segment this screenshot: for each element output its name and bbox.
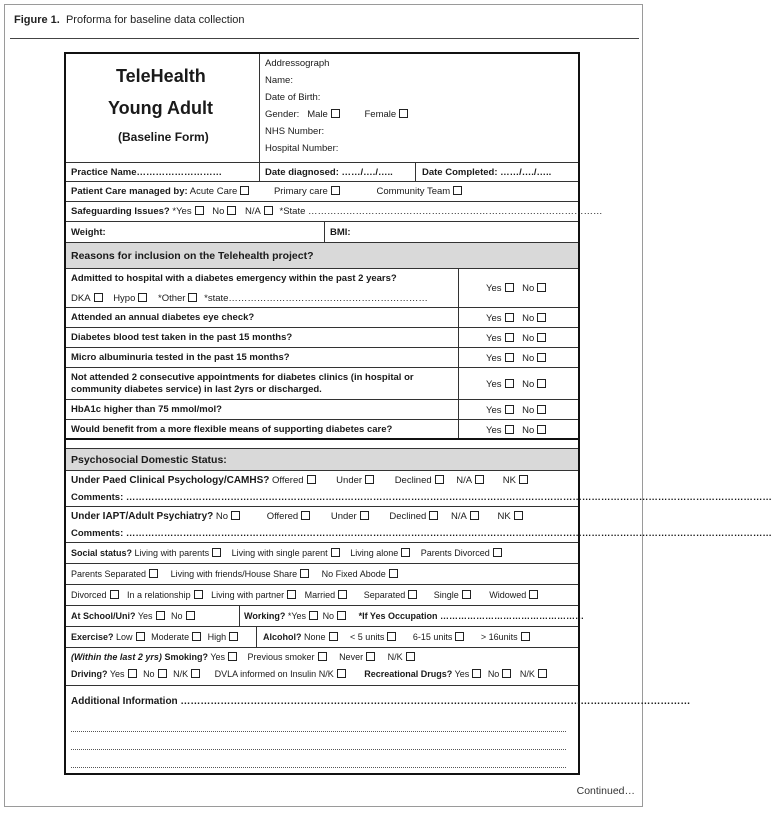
q6-no-checkbox[interactable] (537, 405, 546, 414)
smoking-period-label: (Within the last 2 yrs) (71, 652, 162, 662)
hypo-label: Hypo (113, 293, 136, 304)
exercise-alcohol-row (66, 627, 578, 648)
reason-q4-row (66, 348, 578, 368)
iapt-offered-label: Offered (266, 511, 299, 522)
drugs-nk-checkbox[interactable] (538, 669, 547, 678)
drugs-no-checkbox[interactable] (502, 669, 511, 678)
social-s13-checkbox[interactable] (462, 590, 471, 599)
alcohol-a3-label: > 16units (480, 632, 518, 642)
additional-line-3 (71, 766, 566, 768)
social-s2-label: Living with single parent (231, 548, 328, 558)
driving-label: Driving? (71, 669, 108, 679)
social-s1-checkbox[interactable] (212, 548, 221, 557)
community-team-checkbox[interactable] (453, 186, 462, 195)
smoking-never-checkbox[interactable] (366, 652, 375, 661)
q7-no-label: No (522, 425, 535, 436)
iapt-under-label: Under (330, 511, 357, 522)
dvla-nk-checkbox[interactable] (337, 669, 346, 678)
q5-no-label: No (522, 379, 535, 390)
working-yes-label: *Yes (287, 611, 307, 621)
iapt-offered-checkbox[interactable] (301, 511, 310, 520)
social-s9-checkbox[interactable] (194, 590, 203, 599)
social-s11-checkbox[interactable] (338, 590, 347, 599)
date-diagnosed[interactable]: Date diagnosed: ……/…./….. (265, 167, 393, 178)
smoking-prev-label: Previous smoker (247, 652, 315, 662)
other-state-field[interactable]: *state……………………………………………………… (204, 293, 428, 304)
driving-nk-label: N/K (173, 669, 189, 679)
q6-yes-checkbox[interactable] (505, 405, 514, 414)
male-label: Male (307, 109, 328, 120)
care-row (66, 182, 578, 202)
paed-label: Under Paed Clinical Psychology/CAMHS? (71, 475, 270, 486)
iapt-nk-label: NK (497, 511, 511, 522)
q3-no-label: No (522, 333, 535, 344)
smoking-prev-checkbox[interactable] (318, 652, 327, 661)
iapt-declined-checkbox[interactable] (429, 511, 438, 520)
weight-bmi-row (66, 222, 578, 243)
social-s7-checkbox[interactable] (389, 569, 398, 578)
reason-q1-row (66, 269, 578, 308)
q2-no-checkbox[interactable] (537, 313, 546, 322)
social-s7-label: No Fixed Abode (321, 569, 386, 579)
iapt-row (66, 507, 772, 543)
dka-label: DKA (71, 293, 91, 304)
care-label: Patient Care managed by: (71, 186, 188, 197)
alcohol-a2-checkbox[interactable] (455, 632, 464, 641)
hospital-label: Hospital Number: (265, 143, 339, 154)
social-s12-checkbox[interactable] (408, 590, 417, 599)
practice-name[interactable]: Practice Name……………………… (71, 167, 222, 178)
form-title-2: Young Adult (108, 98, 213, 118)
social-s4-checkbox[interactable] (493, 548, 502, 557)
additional-info-area[interactable] (66, 686, 691, 773)
alcohol-none-label: None (304, 632, 326, 642)
safeguarding-na-label: N/A (245, 206, 261, 217)
drugs-yes-label: Yes (454, 669, 470, 679)
male-checkbox[interactable] (331, 109, 340, 118)
smoking-nk-checkbox[interactable] (406, 652, 415, 661)
q3-yes-label: Yes (486, 333, 502, 344)
social-s8-label: Divorced (71, 590, 107, 600)
social-row-1 (66, 543, 578, 564)
paed-under-checkbox[interactable] (365, 475, 374, 484)
caption-label: Figure 1. (14, 14, 60, 26)
q1-yes-label: Yes (486, 283, 502, 294)
reason-q5-text-1: Not attended 2 consecutive appointments for diabetes clinics (in hospital or (71, 372, 414, 383)
gender-row (265, 109, 408, 120)
exercise-moderate-label: Moderate (151, 632, 190, 642)
safeguarding-label: Safeguarding Issues? (71, 206, 170, 217)
reason-q2-text: Attended an annual diabetes eye check? (71, 312, 255, 323)
social-s5-label: Parents Separated (71, 569, 147, 579)
form-title-3: (Baseline Form) (118, 130, 209, 144)
q2-no-label: No (522, 313, 535, 324)
smoking-nk-label: N/K (387, 652, 403, 662)
paed-row (66, 471, 772, 507)
drugs-label: Recreational Drugs? (364, 669, 453, 679)
safeguarding-no-label: No (212, 206, 225, 217)
safeguarding-row (66, 202, 603, 222)
reason-q7-text: Would benefit from a more flexible means of supporting diabetes care? (71, 424, 393, 435)
reason-q6-row (66, 400, 578, 420)
working-label: Working? (244, 611, 286, 621)
safeguarding-yes-checkbox[interactable] (195, 206, 204, 215)
continued-label: Continued… (576, 785, 635, 797)
paed-na-label: N/A (456, 475, 473, 486)
iapt-na-checkbox[interactable] (470, 511, 479, 520)
safeguarding-yes-label: *Yes (172, 206, 192, 217)
reason-q3-text: Diabetes blood test taken in the past 15 months? (71, 332, 293, 343)
paed-comments[interactable]: Comments: …………………………………………………………………………………………………………………………………………………………………………………… (71, 492, 772, 503)
reasons-heading: Reasons for inclusion on the Telehealth project? (71, 250, 314, 262)
hypo-checkbox[interactable] (138, 293, 147, 302)
q3-no-checkbox[interactable] (537, 333, 546, 342)
q5-yes-checkbox[interactable] (505, 379, 514, 388)
psycho-heading-row (66, 449, 578, 471)
driving-no-checkbox[interactable] (158, 669, 167, 678)
form-title-1: TeleHealth (116, 66, 206, 86)
smoking-label: Smoking? (164, 652, 208, 662)
iapt-na-label: N/A (450, 511, 467, 522)
safeguarding-na-checkbox[interactable] (264, 206, 273, 215)
paed-offered-label: Offered (272, 475, 304, 486)
q4-no-label: No (522, 353, 535, 364)
safeguarding-state-field[interactable]: *State ………………………………………………………………………………… (279, 206, 603, 217)
social-s9-label: In a relationship (127, 590, 191, 600)
alcohol-a1-checkbox[interactable] (387, 632, 396, 641)
drugs-yes-checkbox[interactable] (472, 669, 481, 678)
q5-no-checkbox[interactable] (537, 379, 546, 388)
paed-na-checkbox[interactable] (475, 475, 484, 484)
primary-care-label: Primary care (273, 186, 328, 197)
alcohol-a1-label: < 5 units (350, 632, 385, 642)
social-s1-label: Living with parents (134, 548, 210, 558)
dob-label: Date of Birth: (265, 92, 321, 103)
social-s14-checkbox[interactable] (529, 590, 538, 599)
alcohol-none-checkbox[interactable] (329, 632, 338, 641)
smoking-driving-row (66, 648, 578, 686)
driving-nk-checkbox[interactable] (191, 669, 200, 678)
paed-under-label: Under (336, 475, 363, 486)
social-s3-checkbox[interactable] (401, 548, 410, 557)
alcohol-a3-checkbox[interactable] (521, 632, 530, 641)
iapt-no-checkbox[interactable] (231, 511, 240, 520)
social-s5-checkbox[interactable] (149, 569, 158, 578)
dvla-nk-label: N/K (318, 669, 334, 679)
iapt-label: Under IAPT/Adult Psychiatry? (71, 511, 214, 522)
acute-care-checkbox[interactable] (240, 186, 249, 195)
additional-line-2 (71, 748, 566, 750)
social-s10-label: Living with partner (211, 590, 285, 600)
smoking-yes-label: Yes (210, 652, 225, 662)
gender-label: Gender: (265, 109, 300, 120)
alcohol-label: Alcohol? (263, 632, 302, 642)
iapt-nk-checkbox[interactable] (514, 511, 523, 520)
social-s6-checkbox[interactable] (300, 569, 309, 578)
school-no-label: No (171, 611, 183, 621)
exercise-high-label: High (207, 632, 227, 642)
weight-label[interactable]: Weight: (71, 227, 106, 238)
figure-caption (14, 14, 245, 26)
community-team-label: Community Team (376, 186, 451, 197)
additional-line-1 (71, 730, 566, 732)
iapt-no-label: No (215, 511, 229, 522)
q4-yes-checkbox[interactable] (505, 353, 514, 362)
safeguarding-no-checkbox[interactable] (227, 206, 236, 215)
reason-q4-text: Micro albuminuria tested in the past 15 months? (71, 352, 290, 363)
female-checkbox[interactable] (399, 109, 408, 118)
q1-yes-checkbox[interactable] (505, 283, 514, 292)
psycho-heading: Psychosocial Domestic Status: (71, 454, 227, 466)
dvla-label: DVLA informed on Insulin (214, 669, 317, 679)
social-status-label: Social status? (71, 548, 133, 558)
social-row-2 (66, 564, 578, 585)
reason-q3-row (66, 328, 578, 348)
social-s11-label: Married (304, 590, 336, 600)
school-label: At School/Uni? (71, 611, 136, 621)
q3-yes-checkbox[interactable] (505, 333, 514, 342)
other-label: *Other (158, 293, 186, 304)
school-working-row (66, 606, 584, 627)
practice-row (66, 163, 578, 182)
paed-declined-checkbox[interactable] (435, 475, 444, 484)
q1-no-label: No (522, 283, 535, 294)
nhs-label: NHS Number: (265, 126, 325, 137)
exercise-label: Exercise? (71, 632, 114, 642)
iapt-declined-label: Declined (389, 511, 427, 522)
reason-q7-row (66, 420, 578, 440)
paed-nk-label: NK (502, 475, 516, 486)
school-yes-label: Yes (137, 611, 153, 621)
dka-checkbox[interactable] (94, 293, 103, 302)
header-block (66, 54, 578, 163)
q1-no-checkbox[interactable] (537, 283, 546, 292)
social-s10-checkbox[interactable] (287, 590, 296, 599)
q6-no-label: No (522, 405, 535, 416)
smoking-yes-checkbox[interactable] (228, 652, 237, 661)
q7-no-checkbox[interactable] (537, 425, 546, 434)
caption-rule (10, 38, 639, 39)
q5-yes-label: Yes (486, 379, 502, 390)
social-s8-checkbox[interactable] (110, 590, 119, 599)
additional-info-label: Additional Information ……………………………………………………………………………………………………………………………………… (71, 696, 691, 707)
working-no-checkbox[interactable] (337, 611, 346, 620)
q7-yes-label: Yes (486, 425, 502, 436)
driving-yes-checkbox[interactable] (128, 669, 137, 678)
caption-text: Proforma for baseline data collection (65, 14, 245, 26)
occupation-field[interactable]: *If Yes Occupation ………………………………………… (358, 611, 584, 621)
q2-yes-label: Yes (486, 313, 502, 324)
acute-care-label: Acute Care (189, 186, 238, 197)
exercise-low-checkbox[interactable] (136, 632, 145, 641)
exercise-low-label: Low (116, 632, 133, 642)
iapt-under-checkbox[interactable] (360, 511, 369, 520)
working-yes-checkbox[interactable] (309, 611, 318, 620)
reason-q5-text-2: community diabetes service) in last 2yrs or discharged. (71, 384, 322, 395)
school-yes-checkbox[interactable] (156, 611, 165, 620)
drugs-nk-label: N/K (519, 669, 535, 679)
q7-yes-checkbox[interactable] (505, 425, 514, 434)
reason-q2-row (66, 308, 578, 328)
iapt-comments[interactable]: Comments: …………………………………………………………………………………………………………………………………………………………………………………… (71, 528, 772, 539)
social-s6-label: Living with friends/House Share (170, 569, 298, 579)
exercise-moderate-checkbox[interactable] (192, 632, 201, 641)
school-no-checkbox[interactable] (186, 611, 195, 620)
primary-care-checkbox[interactable] (331, 186, 340, 195)
reasons-heading-row (66, 243, 578, 269)
female-label: Female (364, 109, 397, 120)
name-label: Name: (265, 75, 293, 86)
q2-yes-checkbox[interactable] (505, 313, 514, 322)
alcohol-a2-label: 6-15 units (412, 632, 453, 642)
paed-nk-checkbox[interactable] (519, 475, 528, 484)
social-s4-label: Parents Divorced (420, 548, 490, 558)
social-s3-label: Living alone (350, 548, 399, 558)
working-no-label: No (322, 611, 335, 621)
social-s13-label: Single (433, 590, 459, 600)
baseline-form (64, 52, 772, 775)
other-checkbox[interactable] (188, 293, 197, 302)
date-completed[interactable]: Date Completed: ……/…./….. (422, 167, 552, 178)
driving-no-label: No (143, 669, 155, 679)
bmi-label[interactable]: BMI: (330, 227, 351, 238)
drugs-no-label: No (487, 669, 500, 679)
q4-no-checkbox[interactable] (537, 353, 546, 362)
reason-q5-row (66, 368, 578, 400)
q6-yes-label: Yes (486, 405, 502, 416)
section-gap (66, 442, 578, 449)
q4-yes-label: Yes (486, 353, 502, 364)
social-s2-checkbox[interactable] (331, 548, 340, 557)
exercise-high-checkbox[interactable] (229, 632, 238, 641)
reason-q1-text: Admitted to hospital with a diabetes emergency within the past 2 years? (71, 273, 397, 284)
social-s14-label: Widowed (489, 590, 527, 600)
driving-yes-label: Yes (109, 669, 125, 679)
reason-q6-text: HbA1c higher than 75 mmol/mol? (71, 404, 222, 415)
addressograph-label: Addressograph (265, 58, 330, 69)
smoking-never-label: Never (339, 652, 364, 662)
social-row-3 (66, 585, 578, 606)
paed-declined-label: Declined (394, 475, 432, 486)
paed-offered-checkbox[interactable] (307, 475, 316, 484)
social-s12-label: Separated (363, 590, 406, 600)
